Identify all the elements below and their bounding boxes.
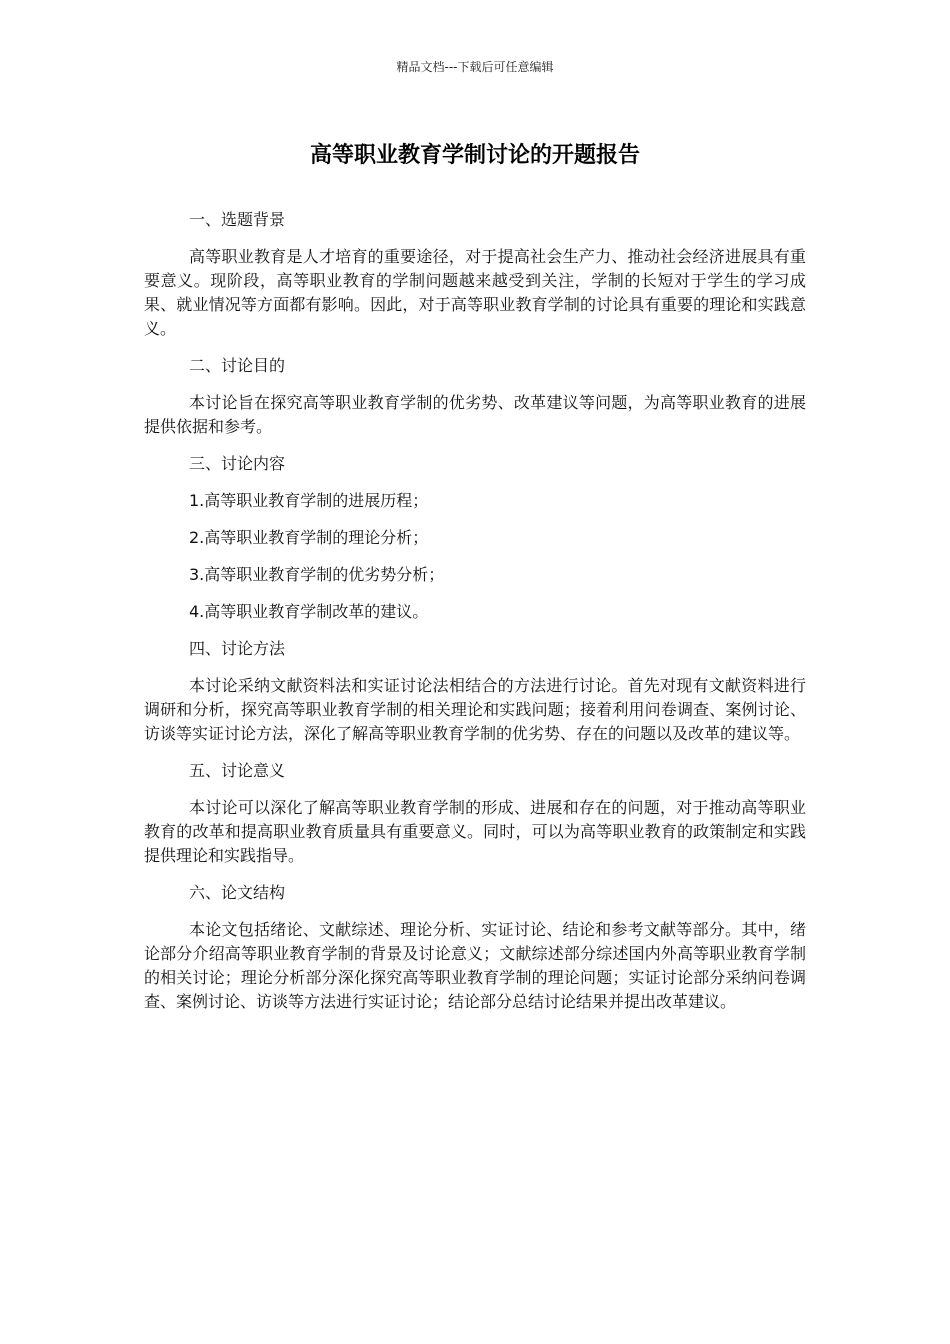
list-item: 2.高等职业教育学制的理论分析；: [189, 528, 429, 547]
list-item: 4.高等职业教育学制改革的建议。: [189, 602, 429, 621]
list-item: 1.高等职业教育学制的进展历程；: [189, 491, 429, 510]
header-note: 精品文档---下载后可任意编辑: [396, 60, 554, 74]
section-heading: 一、选题背景: [189, 210, 286, 229]
section-heading: 二、讨论目的: [189, 356, 286, 375]
list-item: 3.高等职业教育学制的优劣势分析；: [189, 565, 445, 584]
section-paragraph: 本讨论旨在探究高等职业教育学制的优劣势、改革建议等问题，为高等职业教育的进展提供依据和参考。: [144, 393, 806, 436]
section-paragraph: 高等职业教育是人才培育的重要途径，对于提高社会生产力、推动社会经济进展具有重要意义。现阶段，高等职业教育的学制问题越来越受到关注，学制的长短对于学生的学习成果、就业情况等方面都有影响。因此，对于高等职业教育学制的讨论具有重要的理论和实践意义。: [144, 247, 806, 338]
section-paragraph: 本论文包括绪论、文献综述、理论分析、实证讨论、结论和参考文献等部分。其中，绪论部分介绍高等职业教育学制的背景及讨论意义；文献综述部分综述国内外高等职业教育学制的相关讨论；理论分析部分深化探究高等职业教育学制的理论问题；实证讨论部分采纳问卷调查、案例讨论、访谈等方法进行实证讨论；结论部分总结讨论结果并提出改革建议。: [144, 920, 806, 1011]
document-title: 高等职业教育学制讨论的开题报告: [309, 143, 640, 168]
document-body: [144, 208, 806, 1027]
section-paragraph: 本讨论采纳文献资料法和实证讨论法相结合的方法进行讨论。首先对现有文献资料进行调研和分析，探究高等职业教育学制的相关理论和实践问题；接着利用问卷调查、案例讨论、访谈等实证讨论方法，深化了解高等职业教育学制的优劣势、存在的问题以及改革的建议等。: [144, 676, 806, 743]
section-paragraph: 本讨论可以深化了解高等职业教育学制的形成、进展和存在的问题，对于推动高等职业教育的改革和提高职业教育质量具有重要意义。同时，可以为高等职业教育的政策制定和实践提供理论和实践指导。: [144, 798, 806, 865]
section-heading: 三、讨论内容: [189, 454, 286, 473]
section-heading: 四、讨论方法: [189, 639, 286, 658]
section-heading: 五、讨论意义: [189, 761, 286, 780]
section-heading: 六、论文结构: [189, 883, 286, 902]
